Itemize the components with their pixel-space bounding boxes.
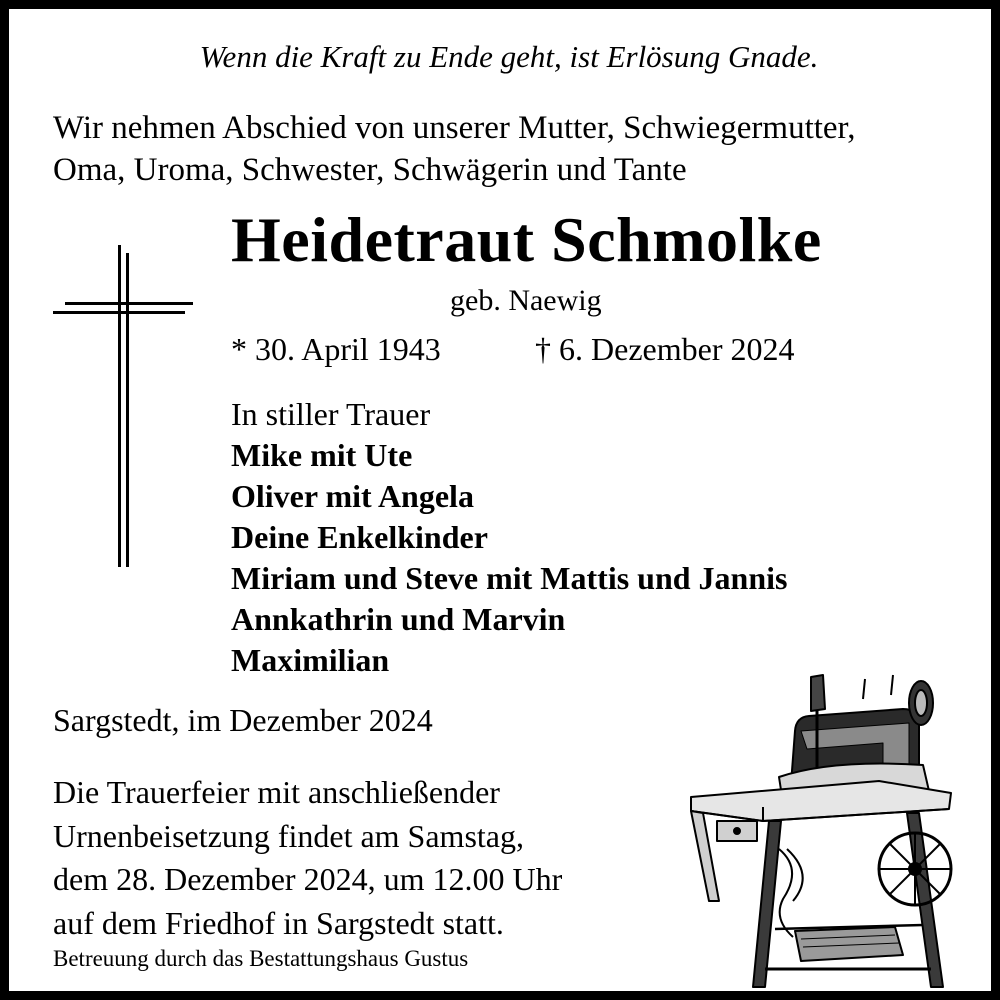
mourner-name: Deine Enkelkinder — [231, 519, 488, 555]
ceremony-line: Die Trauerfeier mit anschließender — [53, 774, 500, 810]
maiden-name: geb. Naewig — [450, 284, 602, 317]
cross-icon — [49, 241, 199, 571]
ceremony-line: dem 28. Dezember 2024, um 12.00 Uhr — [53, 861, 563, 897]
mourner-list — [231, 435, 787, 681]
undertaker-credit: Betreuung durch das Bestattungshaus Gustus — [53, 946, 469, 971]
mourner-name: Oliver mit Angela — [231, 478, 474, 514]
ceremony-line: auf dem Friedhof in Sargstedt statt. — [53, 904, 504, 941]
ceremony-info — [53, 771, 562, 945]
intro-line: Wir nehmen Abschied von unserer Mutter, Schwiegermutter, — [53, 110, 856, 146]
motto: Wenn die Kraft zu Ende geht, ist Erlösung Gnade. — [199, 39, 819, 74]
deceased-name: Heidetraut Schmolke — [231, 204, 822, 275]
mourner-name: Mike mit Ute — [231, 437, 413, 473]
mourner-name: Annkathrin und Marvin — [231, 601, 566, 637]
sewing-machine-icon — [683, 669, 958, 994]
mourning-intro: In stiller Trauer — [231, 396, 431, 432]
mourner-name: Miriam und Steve mit Mattis und Jannis — [231, 560, 788, 596]
mourner-name: Maximilian — [231, 642, 390, 678]
ceremony-line: Urnenbeisetzung findet am Samstag, — [53, 817, 524, 854]
intro-text — [53, 107, 855, 191]
birth-date: * 30. April 1943 — [231, 331, 441, 367]
place-date: Sargstedt, im Dezember 2024 — [53, 702, 433, 738]
intro-line: Oma, Uroma, Schwester, Schwägerin und Tante — [53, 152, 687, 188]
death-date: † 6. Dezember 2024 — [535, 331, 795, 367]
